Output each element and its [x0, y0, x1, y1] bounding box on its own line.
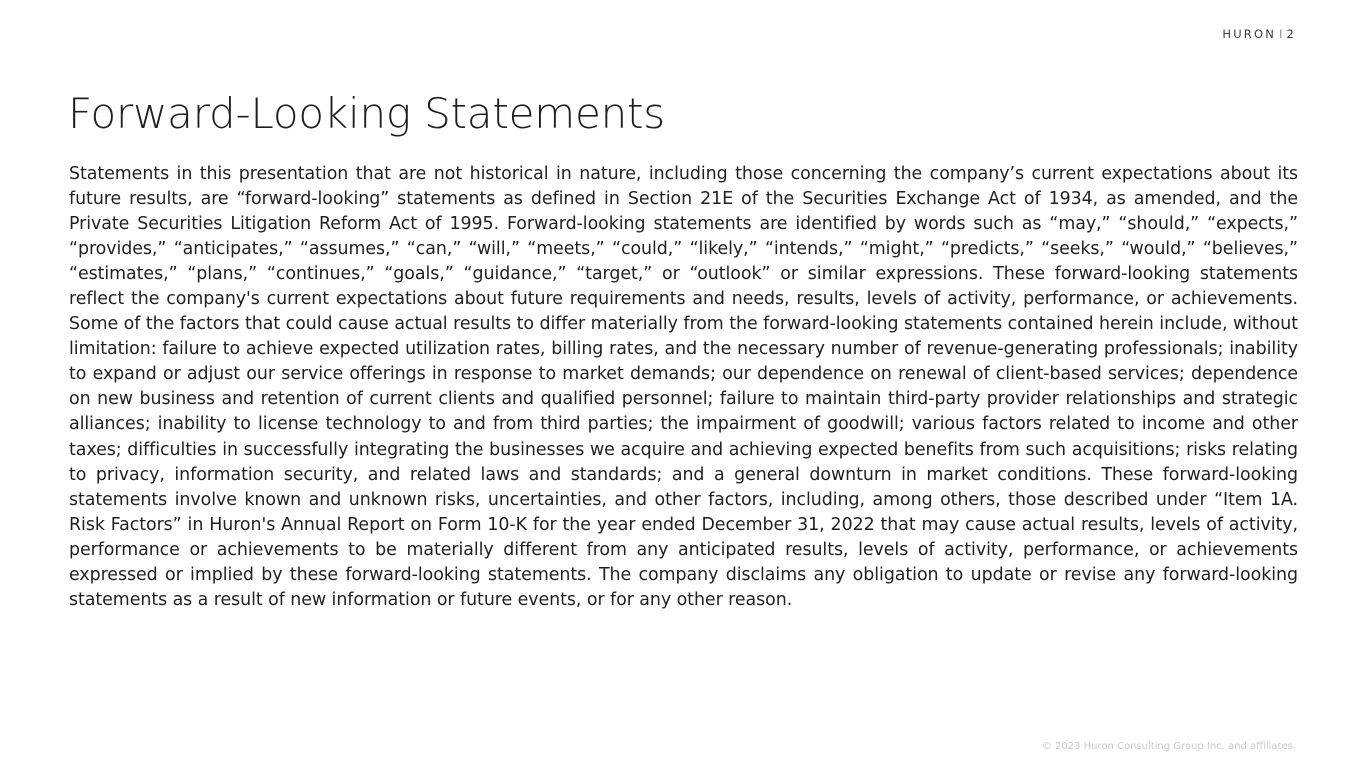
header-separator: I	[1279, 27, 1283, 41]
statement-body: Statements in this presentation that are not historical in nature, including those concerning the company’s current expectations about its future results, are “forward-looking” statements as defined in Section 21E of the Securities Exchange Act of 1934, as amended, and the Private Securities Litigation Reform Act of 1995. Forward-looking statements are identified by words such as “may,” “should,” “expects,” “provides,” “anticipates,” “assumes,” “can,” “will,” “meets,” “could,” “likely,” “intends,” “might,” “predicts,” “seeks,” “would,” “believes,” “estimates,” “plans,” “continues,” “goals,” “guidance,” “target,” or “outlook” or similar expressions. These forward-looking statements reflect the company's current expectations about future requirements and needs, results, levels of activity, performance, or achievements. Some of the factors that could cause actual results to differ materially from the forward-looking statements contained herein include, without limitation: failure to achieve expected utilization rates, billing rates, and the necessary number of revenue-generating professionals; inability to expand or adjust our service offerings in response to market demands; our dependence on renewal of client-based services; dependence on new business and retention of current clients and qualified personnel; failure to maintain third-party provider relationships and strategic alliances; inability to license technology to and from third parties; the impairment of goodwill; various factors related to income and other taxes; difficulties in successfully integrating the businesses we acquire and achieving expected benefits from such acquisitions; risks relating to privacy, information security, and related laws and standards; and a general downturn in market conditions. These forward-looking statements involve known and unknown risks, uncertainties, and other factors, including, among others, those described under “Item 1A. Risk Factors” in Huron's Annual Report on Form 10-K for the year ended December 31, 2022 that may cause actual results, levels of activity, performance or achievements to be materially different from any anticipated results, levels of activity, performance, or achievements expressed or implied by these forward-looking statements. The company disclaims any obligation to update or revise any forward-looking statements as a result of new information or future events, or for any other reason.	[69, 164, 1298, 610]
page-number: 2	[1286, 27, 1296, 41]
page-title: Forward-Looking Statements	[68, 89, 665, 138]
brand-name: HURON	[1222, 27, 1277, 41]
copyright-notice: © 2023 Huron Consulting Group Inc. and affiliates.	[1041, 741, 1296, 752]
page-header	[1222, 27, 1296, 41]
